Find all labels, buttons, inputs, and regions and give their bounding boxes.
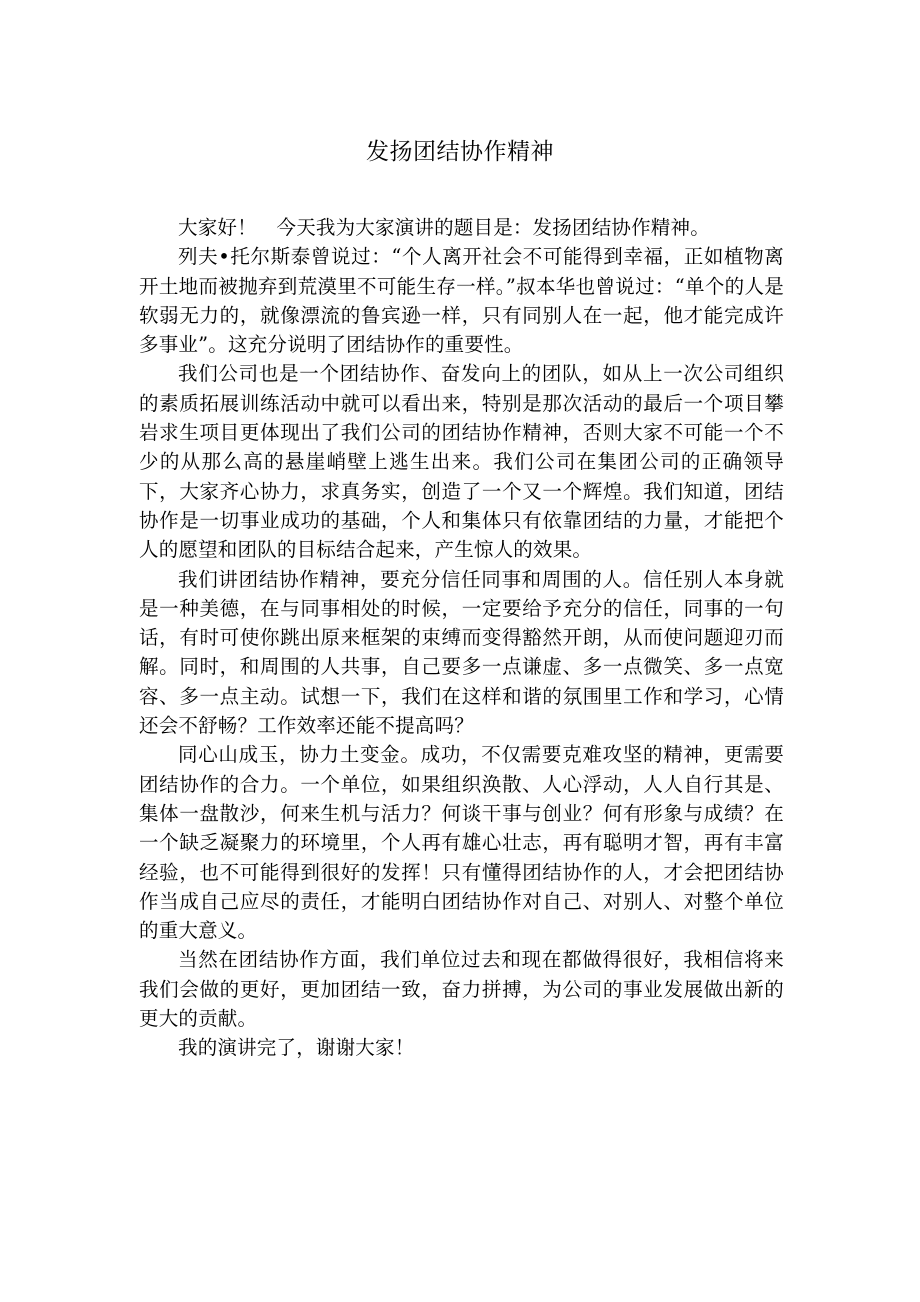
paragraph-closing: 我的演讲完了，谢谢大家！ [178,1036,415,1060]
paragraph-quotes: 列夫•托尔斯泰曾说过：“个人离开社会不可能得到幸福，正如植物离开土地而被抛弃到荒漠里不可能生存一样。”叔本华也曾说过：“单个的人是软弱无力的，就像漂流的鲁宾逊一样，只有同别人在一起，他才能完成许多事业”。这充分说明了团结协作的重要性。 [139,245,784,357]
document-title: 发扬团结协作精神 [366,139,554,165]
paragraph-trust: 我们讲团结协作精神，要充分信任同事和周围的人。信任别人本身就是一种美德，在与同事相处的时候，一定要给予充分的信任，同事的一句话，有时可使你跳出原来框架的束缚而变得豁然开朗，从而使问题迎刃而解。同时，和周围的人共事，自己要多一点谦虚、多一点微笑、多一点宽容、多一点主动。试想一下，我们在这样和谐的氛围里工作和学习，心情还会不舒畅？工作效率还能不提高吗？ [139,567,784,738]
paragraph-greeting: 大家好！ 今天我为大家演讲的题目是：发扬团结协作精神。 [178,216,710,239]
paragraph-future: 当然在团结协作方面，我们单位过去和现在都做得很好，我相信将来我们会做的更好，更加团结一致，奋力拼搏，为公司的事业发展做出新的更大的贡献。 [139,948,784,1031]
paragraph-company-team: 我们公司也是一个团结协作、奋发向上的团队，如从上一次公司组织的素质拓展训练活动中就可以看出来，特别是那次活动的最后一个项目攀岩求生项目更体现出了我们公司的团结协作精神，否则大家不可能一个不少的从那么高的悬崖峭壁上逃生出来。我们公司在集团公司的正确领导下，大家齐心协力，求真务实，创造了一个又一个辉煌。我们知道，团结协作是一切事业成功的基础，个人和集体只有依靠团结的力量，才能把个人的愿望和团队的目标结合起来，产生惊人的效果。 [139,362,784,562]
document-body [139,213,784,1063]
paragraph-unity: 同心山成玉，协力土变金。成功，不仅需要克难攻坚的精神，更需要团结协作的合力。一个单位，如果组织涣散、人心浮动，人人自行其是、集体一盘散沙，何来生机与活力？何谈干事与创业？何有形象与成绩？在一个缺乏凝聚力的环境里，个人再有雄心壮志，再有聪明才智，再有丰富经验，也不可能得到很好的发挥！只有懂得团结协作的人，才会把团结协作当成自己应尽的责任，才能明白团结协作对自己、对别人、对整个单位的重大意义。 [139,743,784,943]
